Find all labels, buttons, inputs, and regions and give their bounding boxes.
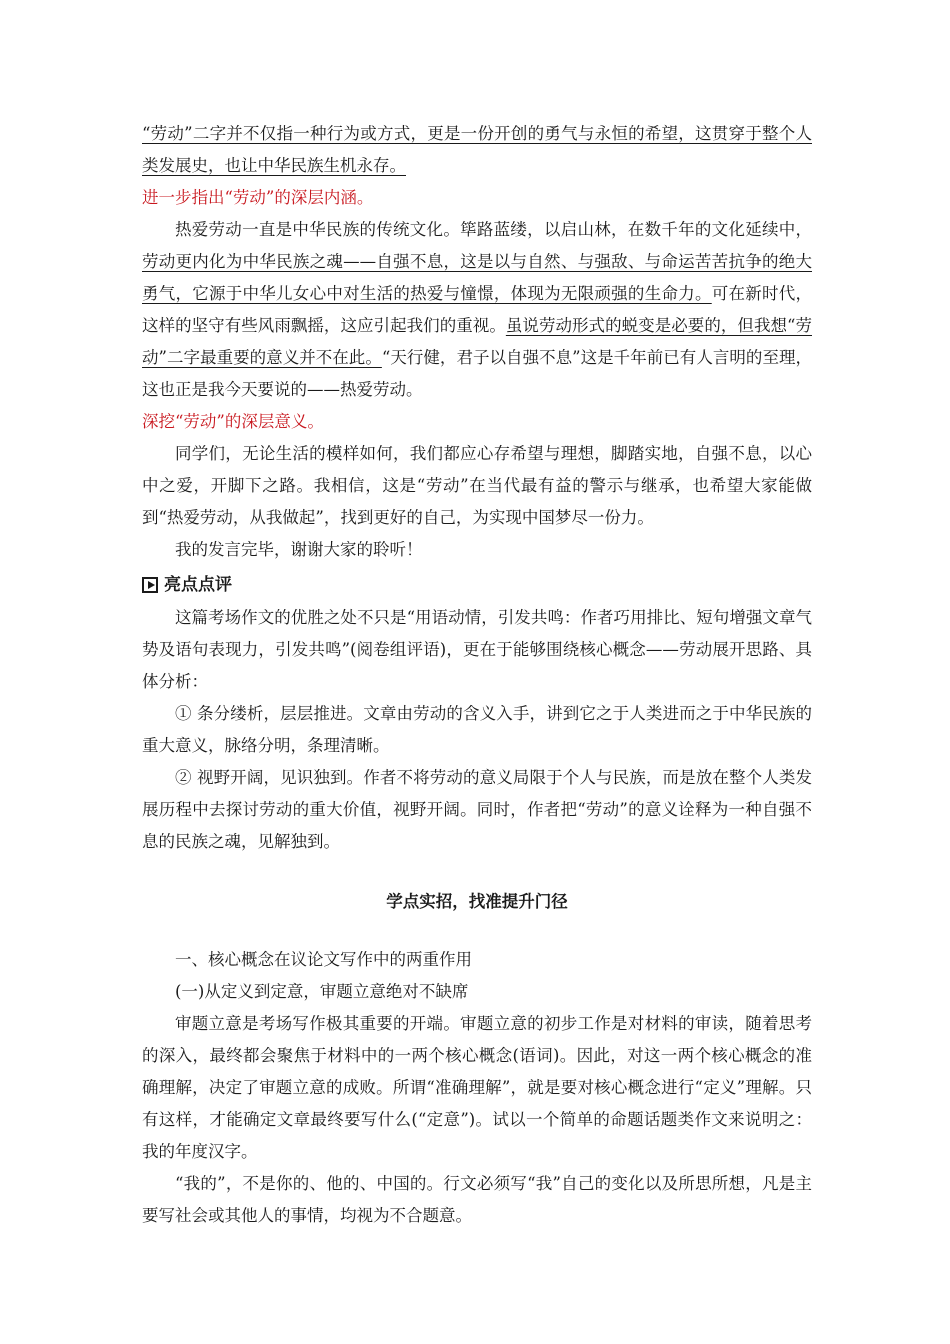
underlined-sentence: 劳动更内化为中华民族之魂——自强不息，这是以与自然、与强敌、与命运苦苦抗争的绝大勇气，它源于中华儿女心中对生活的热爱与憧憬，体现为无限顽强的生命力。 [142,252,812,303]
body-paragraph-2: “我的”，不是你的、他的、中国的。行文必须写“我”自己的变化以及所思所想，凡是主要写社会或其他人的事情，均视为不合题意。 [142,1174,812,1225]
subheading-1: 一、核心概念在议论文写作中的两重作用 [175,950,472,969]
review-intro: 这篇考场作文的优胜之处不只是“用语动情，引发共鸣：作者巧用排比、短句增强文章气势及语句表现力，引发共鸣”(阅卷组评语)，更在于能够围绕核心概念——劳动展开思路、具体分析： [142,608,812,691]
review-point-1: ① 条分缕析，层层推进。文章由劳动的含义入手，讲到它之于人类进而之于中华民族的重大意义，脉络分明，条理清晰。 [142,704,812,755]
section-heading-label: 亮点点评 [164,575,232,595]
text-span: 热爱劳动一直是中华民族的传统文化。筚路蓝缕，以启山林，在数千年的文化延续中， [175,220,812,239]
body-paragraph-1: 审题立意是考场写作极其重要的开端。审题立意的初步工作是对材料的审读，随着思考的深入，最终都会聚焦于材料中的一两个核心概念(语词)。因此，对这一两个核心概念的准确理解，决定了审题立意的成败。所谓“准确理解”，就是要对核心概念进行“定义”理解。只有这样，才能确定文章最终要写什么(“定意”)。试以一个简单的命题话题类作文来说明之：我的年度汉字。 [142,1014,812,1161]
center-title: 学点实招，找准提升门径 [386,892,568,911]
play-triangle-icon [142,577,158,593]
review-point-2: ② 视野开阔，见识独到。作者不将劳动的意义局限于个人与民族，而是放在整个人类发展历程中去探讨劳动的重大价值，视野开阔。同时，作者把“劳动”的意义诠释为一种自强不息的民族之魂，见解独到。 [142,768,812,851]
text-span: 可在新时代，这样的坚守有些风雨飘摇，这应引起我们的重视。 [142,284,813,335]
document-page [142,118,812,1232]
essay-paragraph-2 [142,214,812,406]
subheading-2: (一)从定义到定意，审题立意绝对不缺席 [175,982,469,1001]
underlined-sentence: “劳动”二字并不仅指一种行为或方式，更是一份开创的勇气与永恒的希望，这贯穿于整个人类发展史，也让中华民族生机永存。 [142,124,812,175]
annotation-note-2: 深挖“劳动”的深层意义。 [142,412,324,431]
essay-paragraph-4: 我的发言完毕，谢谢大家的聆听！ [175,540,423,559]
underlined-sentence: 虽说劳动形式的蜕变是必要的，但我想“劳动”二字最重要的意义并不在此。 [142,316,812,367]
essay-paragraph-1 [142,118,812,182]
section-heading [142,568,812,602]
text-span: “天行健，君子以自强不息”这是千年前已有人言明的至理，这也正是我今天要说的——热爱劳动。 [142,348,812,399]
essay-paragraph-3: 同学们，无论生活的模样如何，我们都应心存希望与理想，脚踏实地，自强不息，以心中之爱，开脚下之路。我相信，这是“劳动”在当代最有益的警示与继承，也希望大家能做到“热爱劳动，从我做起”，找到更好的自己，为实现中国梦尽一份力。 [142,444,812,527]
annotation-note-1: 进一步指出“劳动”的深层内涵。 [142,188,374,207]
